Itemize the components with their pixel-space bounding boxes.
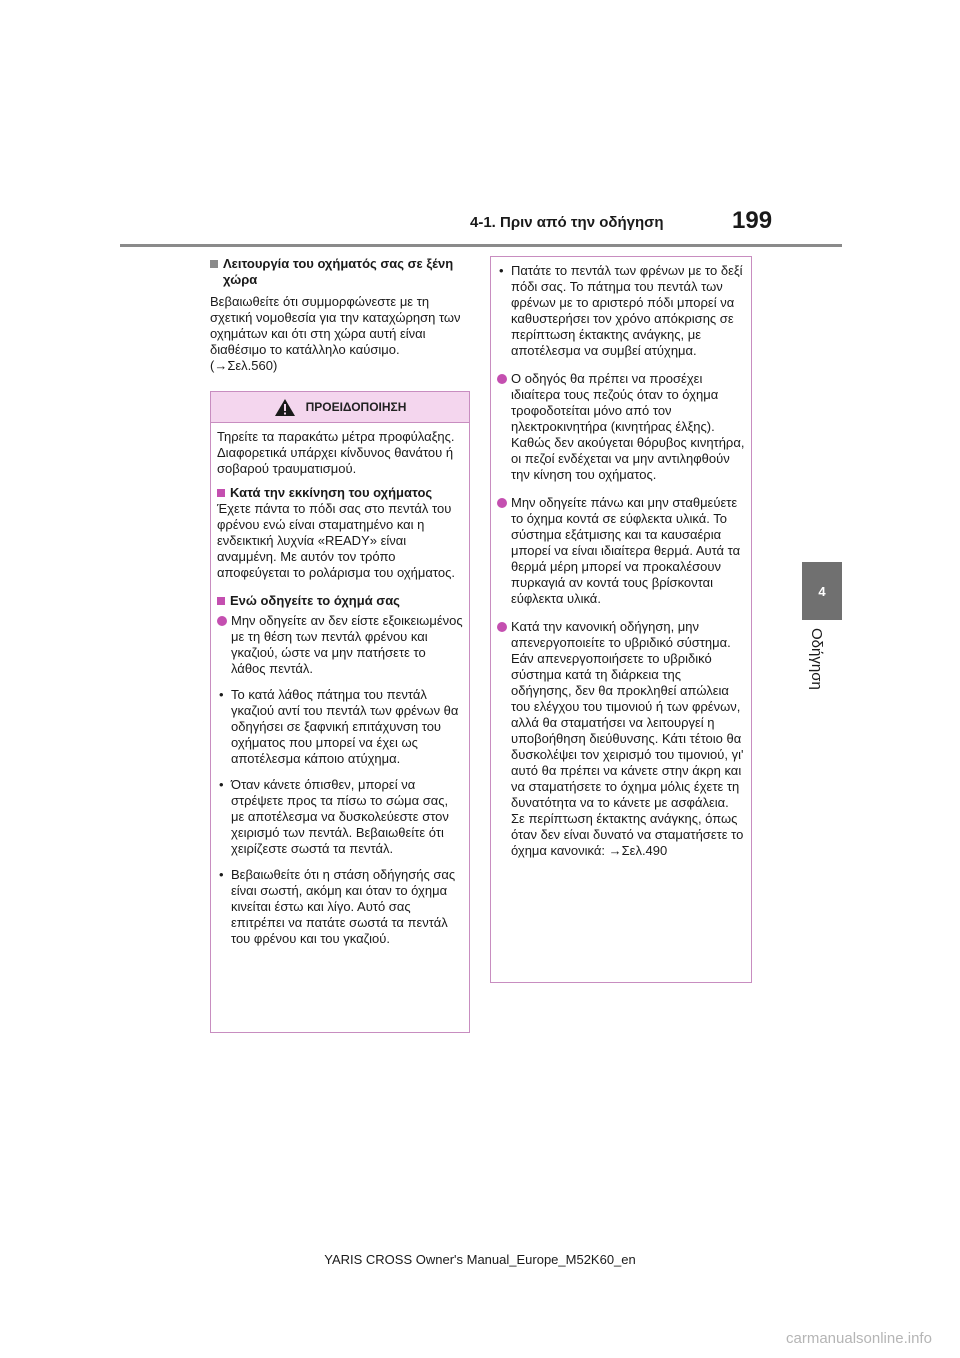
warning-triangle-icon xyxy=(274,398,296,417)
section-heading xyxy=(210,256,468,288)
circle-bullet-icon xyxy=(497,374,507,384)
warning-header xyxy=(211,392,469,423)
bullet-icon: • xyxy=(219,687,224,702)
chapter-label: Οδήγηση xyxy=(808,628,825,690)
list-item xyxy=(497,371,745,483)
circle-bullet-icon xyxy=(217,616,227,626)
bullet-icon: • xyxy=(219,777,224,792)
watermark: carmanualsonline.info xyxy=(786,1330,932,1347)
list-item-text: Όταν κάνετε όπισθεν, μπορεί να στρέψετε προς τα πίσω το σώμα σας, με αποτέλεσμα να δυσκολεύεστε στον χειρισμό των πεντάλ. Βεβαιωθείτε ότι χειρίζεστε σωστά τα πεντάλ. xyxy=(231,777,449,856)
bullet-icon: • xyxy=(219,867,224,882)
header-divider xyxy=(120,244,842,247)
list-item-text: Μην οδηγείτε αν δεν είστε εξοικειωμένος με τη θέση των πεντάλ φρένου και γκαζιού, ώστε να μην πατήσετε το λάθος πεντάλ. xyxy=(231,613,463,676)
warning-intro: Τηρείτε τα παρακάτω μέτρα προφύλαξης. Διαφορετικά υπάρχει κίνδυνος θανάτου ή σοβαρού τραυματισμού. xyxy=(217,429,455,476)
section-heading-text: Λειτουργία του οχήματός σας σε ξένη χώρα xyxy=(223,256,454,287)
bullet-icon: • xyxy=(499,263,504,278)
page-number: 199 xyxy=(732,207,773,234)
warning-continuation-box xyxy=(490,256,752,983)
section-title: 4-1. Πριν από την οδήγηση xyxy=(470,214,664,231)
list-item xyxy=(217,613,463,677)
list-item xyxy=(497,263,745,359)
subsection-heading xyxy=(217,593,463,609)
subsection-title: Ενώ οδηγείτε το όχημά σας xyxy=(230,593,400,608)
warning-box xyxy=(210,391,470,1033)
section-paragraph: Βεβαιωθείτε ότι συμμορφώνεστε με τη σχετική νομοθεσία για την καταχώρηση των οχημάτων και ότι στη χώρα αυτή είναι διαθέσιμο το κατάλληλο καύσιμο. (→Σελ.560) xyxy=(210,294,461,373)
circle-bullet-icon xyxy=(497,498,507,508)
list-item xyxy=(497,619,745,859)
subsection-text: Έχετε πάντα το πόδι σας στο πεντάλ του φρένου ενώ είναι σταματημένο και η ενδεικτική λυχνία «READY» είναι αναμμένη. Με αυτόν τον τρόπο αποφεύγεται το ρολάρισμα του οχήματος. xyxy=(217,501,455,580)
subsection-title: Κατά την εκκίνηση του οχήματος xyxy=(230,485,433,500)
list-item-text: Μην οδηγείτε πάνω και μην σταθμεύετε το όχημα κοντά σε εύφλεκτα υλικά. Το σύστημα εξάτμισης και τα καυσαέρια μπορεί να είναι ιδιαίτερα θερμά. Αυτά τα θερμά μέρη μπορεί να προκαλέσουν πυρκαγιά αν κοντά τους βρίσκονται εύφλεκτα υλικά. xyxy=(511,495,741,606)
footer-text: YARIS CROSS Owner's Manual_Europe_M52K60_en xyxy=(324,1252,636,1267)
left-section xyxy=(210,256,468,374)
square-bullet-icon xyxy=(210,260,218,268)
list-item xyxy=(497,495,745,607)
list-item xyxy=(217,687,463,767)
list-item xyxy=(217,777,463,857)
chapter-number: 4 xyxy=(818,583,826,599)
list-item xyxy=(217,867,463,947)
list-item-text: Ο οδηγός θα πρέπει να προσέχει ιδιαίτερα τους πεζούς όταν το όχημα τροφοδοτείται μόνο από τον ηλεκτροκινητήρα (κινητήρας έλξης). Καθώς δεν ακούγεται θόρυβος κινητήρα, οι πεζοί ενδέχεται να μην αντιληφθούν την κίνηση του οχήματος. xyxy=(511,371,745,482)
list-item-text: Κατά την κανονική οδήγηση, μην απενεργοποιείτε το υβριδικό σύστημα. Εάν απενεργοποιήσετε το υβριδικό σύστημα κατά τη διάρκεια της οδήγησης, δεν θα προκληθεί απώλεια του ελέγχου του τιμονιού ή των φρένων, αλλά θα σταματήσει να λειτουργεί η υποβοήθηση διεύθυνσης. Κάτι τέτοιο θα δυσκολέψει τον χειρισμό του τιμονιού, γι' αυτό θα πρέπει να κάνετε στην άκρη και να σταματήσετε το όχημα μόλις έχετε τη δυνατότητα να το κάνετε με ασφάλεια. Σε περίπτωση έκτακτης ανάγκης, όπως όταν δεν είναι δυνατό να σταματήσετε το όχημα κανονικά: →Σελ.490 xyxy=(511,619,744,858)
warning-body xyxy=(211,423,469,947)
list-item-text: Πατάτε το πεντάλ των φρένων με το δεξί πόδι σας. Το πάτημα του πεντάλ των φρένων με το αριστερό πόδι μπορεί να καθυστερήσει τον χρόνο απόκρισης σε περίπτωση έκτακτης ανάγκης, με αποτέλεσμα να συμβεί ατύχημα. xyxy=(511,263,743,358)
list-item-text: Το κατά λάθος πάτημα του πεντάλ γκαζιού αντί του πεντάλ των φρένων θα οδηγήσει σε ξαφνική επιτάχυνση του οχήματος που μπορεί να έχει ως αποτέλεσμα κάποιο ατύχημα. xyxy=(231,687,459,766)
subsection-heading xyxy=(217,485,463,501)
square-bullet-icon xyxy=(217,489,225,497)
warning-title: ΠΡΟΕΙΔΟΠΟΙΗΣΗ xyxy=(305,400,407,414)
chapter-tab xyxy=(802,562,842,620)
list-item-text: Βεβαιωθείτε ότι η στάση οδήγησής σας είναι σωστή, ακόμη και όταν το όχημα κινείται έστω και λίγο. Αυτό σας επιτρέπει να πατάτε σωστά τα πεντάλ του φρένου και του γκαζιού. xyxy=(231,867,456,946)
circle-bullet-icon xyxy=(497,622,507,632)
square-bullet-icon xyxy=(217,597,225,605)
